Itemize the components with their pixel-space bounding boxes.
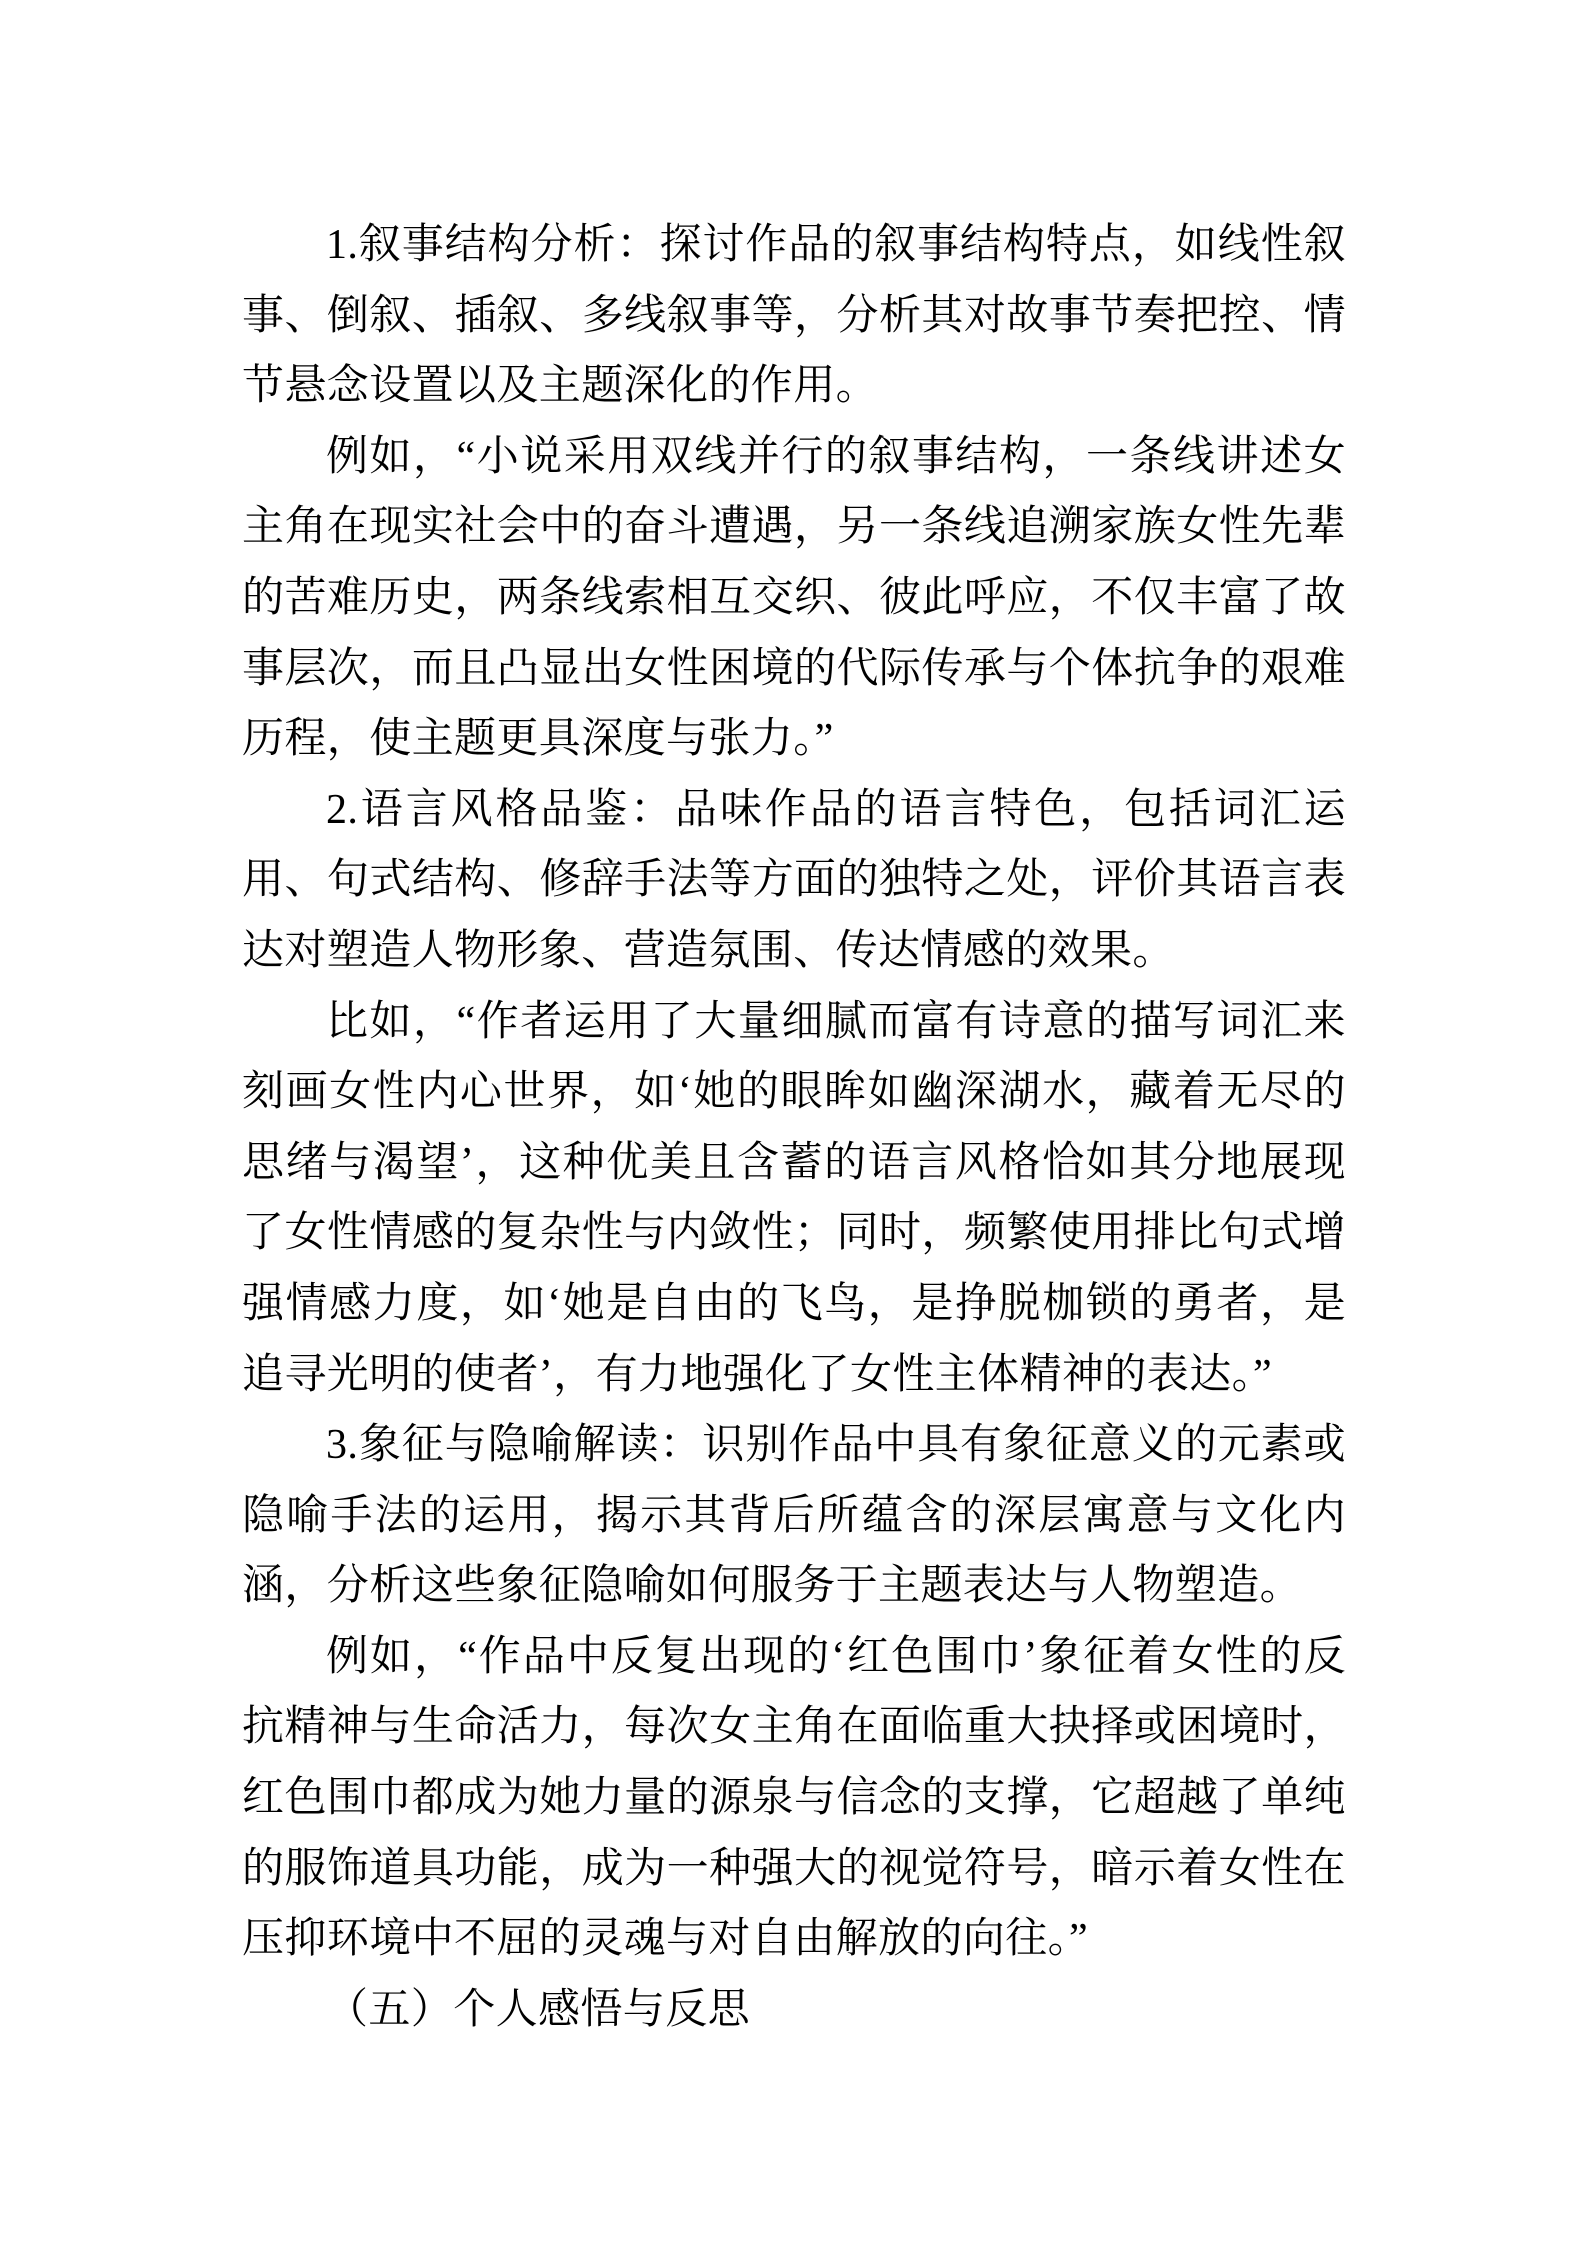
paragraph-language-style-appreciation: 2.语言风格品鉴：品味作品的语言特色，包括词汇运用、句式结构、修辞手法等方面的独特之处，评价其语言表达对塑造人物形象、营造氛围、传达情感的效果。	[242, 786, 1346, 974]
document-body	[242, 210, 1346, 2045]
heading-section-five-personal-reflection: （五）个人感悟与反思	[326, 1986, 751, 2033]
paragraph-narrative-structure-example: 例如，“小说采用双线并行的叙事结构，一条线讲述女主角在现实社会中的奋斗遭遇，另一条线追溯家族女性先辈的苦难历史，两条线索相互交织、彼此呼应，不仅丰富了故事层次，而且凸显出女性困境的代际传承与个体抗争的艰难历程，使主题更具深度与张力。”	[242, 433, 1346, 763]
paragraph-language-style-example: 比如，“作者运用了大量细腻而富有诗意的描写词汇来刻画女性内心世界，如‘她的眼眸如幽深湖水，藏着无尽的思绪与渴望’，这种优美且含蓄的语言风格恰如其分地展现了女性情感的复杂性与内敛性；同时，频繁使用排比句式增强情感力度，如‘她是自由的飞鸟，是挣脱枷锁的勇者，是追寻光明的使者’，有力地强化了女性主体精神的表达。”	[242, 998, 1346, 1398]
paragraph-narrative-structure-analysis: 1.叙事结构分析：探讨作品的叙事结构特点，如线性叙事、倒叙、插叙、多线叙事等，分析其对故事节奏把控、情节悬念设置以及主题深化的作用。	[242, 222, 1346, 410]
paragraph-symbolism-metaphor-example: 例如，“作品中反复出现的‘红色围巾’象征着女性的反抗精神与生命活力，每次女主角在面临重大抉择或困境时，红色围巾都成为她力量的源泉与信念的支撑，它超越了单纯的服饰道具功能，成为一种强大的视觉符号，暗示着女性在压抑环境中不屈的灵魂与对自由解放的向往。”	[242, 1633, 1346, 1963]
paragraph-symbolism-metaphor-interpretation: 3.象征与隐喻解读：识别作品中具有象征意义的元素或隐喻手法的运用，揭示其背后所蕴含的深层寓意与文化内涵，分析这些象征隐喻如何服务于主题表达与人物塑造。	[242, 1422, 1346, 1610]
